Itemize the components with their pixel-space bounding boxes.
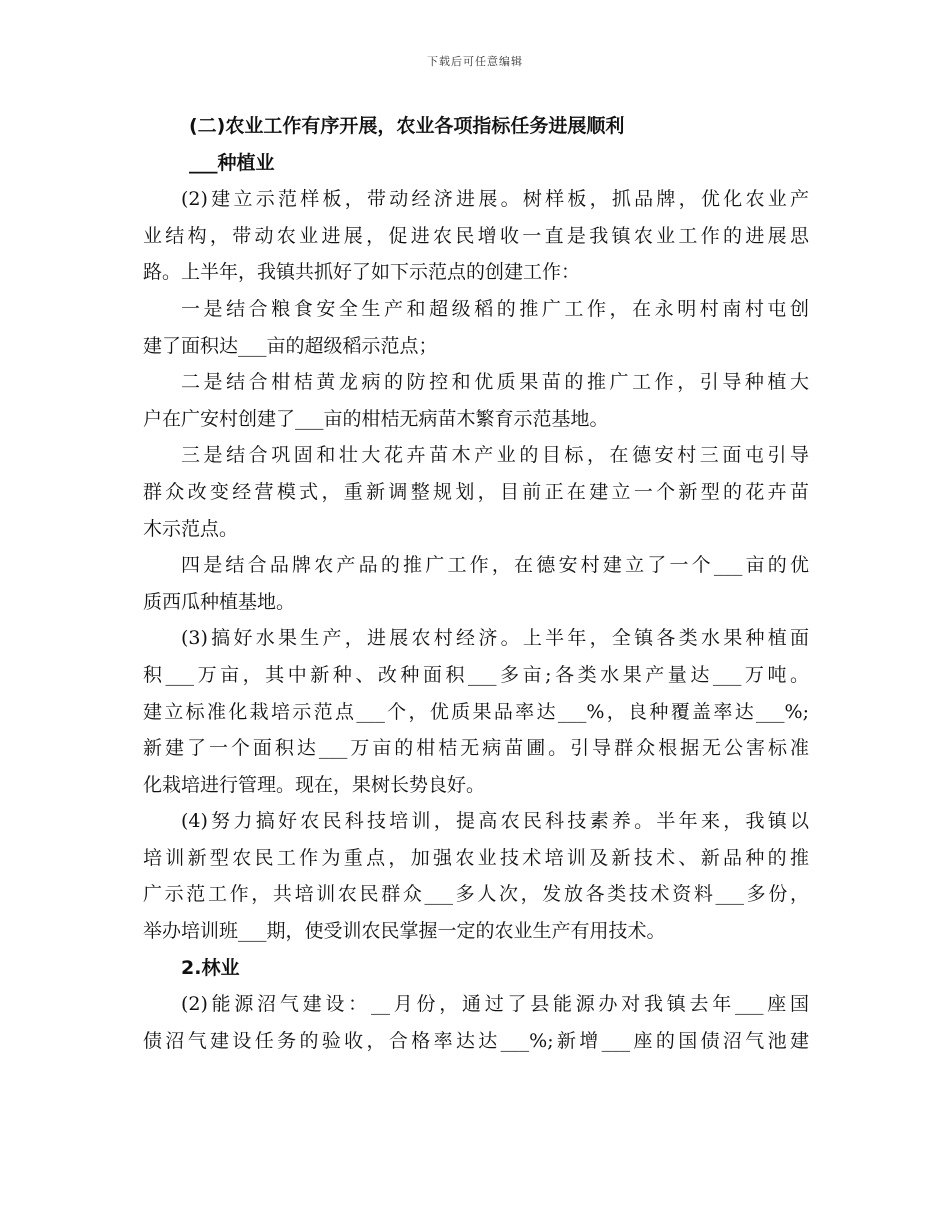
line-item-4-1: 四是结合品牌农产品的推广工作，在德安村建立了一个___亩的优 (181, 554, 809, 577)
line-item-1-1: 一是结合粮食安全生产和超级稻的推广工作，在永明村南村屯创 (181, 297, 809, 320)
line-para-3-5: 化栽培进行管理。现在，果树长势良好。 (143, 773, 486, 796)
line-para-2-2: 业结构，带动农业进展，促进农民增收一直是我镇农业工作的进展思 (143, 224, 809, 247)
line-heading-agriculture: (二)农业工作有序开展，农业各项指标任务进展顺利 (189, 115, 625, 137)
line-para-3-2: 积___万亩，其中新种、改种面积___多亩;各类水果产量达___万吨。 (143, 663, 809, 686)
line-para-3-4: 新建了一个面积达___万亩的柑桔无病苗圃。引导群众根据无公害标准 (143, 737, 809, 760)
line-para-4-3: 广示范工作，共培训农民群众___多人次，发放各类技术资料___多份， (143, 883, 809, 906)
line-item-1-2: 建了面积达___亩的超级稻示范点； (143, 334, 438, 357)
line-para-4-1: (4)努力搞好农民科技培训，提高农民科技素养。半年来，我镇以 (181, 810, 809, 833)
page-header: 下载后可任意编辑 (427, 55, 523, 68)
line-heading-forestry: 2.林业 (181, 956, 240, 979)
line-para-energy-1: (2)能源沼气建设：__月份，通过了县能源办对我镇去年___座国 (181, 993, 809, 1016)
line-para-4-2: 培训新型农民工作为重点，加强农业技术培训及新技术、新品种的推 (143, 846, 809, 869)
line-heading-planting: ___种植业 (189, 151, 275, 174)
line-item-2-1: 二是结合柑桔黄龙病的防控和优质果苗的推广工作，引导种植大 (181, 371, 809, 394)
line-para-2-1: (2)建立示范样板，带动经济进展。树样板，抓品牌，优化农业产 (181, 188, 809, 211)
line-para-3-3: 建立标准化栽培示范点___个，优质果品率达___%，良种覆盖率达___%; (143, 700, 809, 723)
line-item-2-2: 户在广安村创建了___亩的柑桔无病苗木繁育示范基地。 (143, 407, 609, 430)
line-item-3-3: 木示范点。 (143, 517, 239, 540)
document-body (143, 108, 809, 1059)
line-item-3-2: 群众改变经营模式，重新调整规划，目前正在建立一个新型的花卉苗 (143, 480, 809, 503)
line-para-energy-2: 债沼气建设任务的验收，合格率达达___%;新增___座的国债沼气池建 (143, 1029, 809, 1052)
line-para-3-1: (3)搞好水果生产，进展农村经济。上半年，全镇各类水果种植面 (181, 627, 809, 650)
line-para-2-3: 路。上半年，我镇共抓好了如下示范点的创建工作： (143, 261, 581, 284)
line-item-4-2: 质西瓜种植基地。 (143, 590, 296, 613)
line-item-3-1: 三是结合巩固和壮大花卉苗木产业的目标，在德安村三面屯引导 (181, 444, 809, 467)
line-para-4-4: 举办培训班___期，使受训农民掌握一定的农业生产有用技术。 (143, 920, 666, 943)
